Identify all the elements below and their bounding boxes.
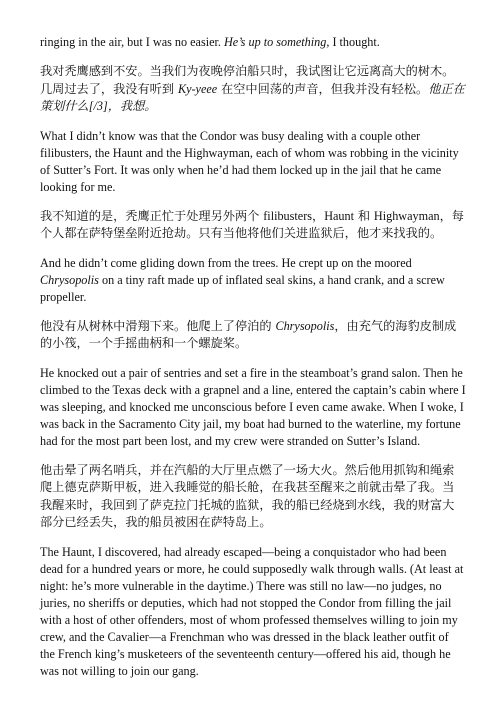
text-span: 在空中回荡的声音，但我并没有轻松。 [217,81,429,96]
paragraph-0 [40,34,466,51]
paragraph-5 [40,318,466,353]
paragraph-3 [40,208,466,243]
paragraph-1 [40,63,466,116]
italic-span: Chrysopolis [40,272,99,287]
text-span: ringing in the air, but I was no easier. [40,35,224,49]
text-span: ， [312,208,325,223]
text-span: ，由充气的海豹皮制成的小筏，一个手摇曲柄和一个螺旋桨。 [40,318,457,350]
text-span: The Haunt, I discovered, had already escaped—being a conquistador who had been dead for a hundred years or more, he could supposedly walk through walls. (At least at night: he’s more vulnerable in the daytime.) There was still no law—no judges, no juries, no sheriffs or deputies, which had not stopped the Condor from filling the jail with a host of other offenders, most of whom professed themselves willing to join my crew, and the Cavalier—a Frenchman who was dressed in the black leather outfit of the French king’s musketeers of the seventeenth century—offered his aid, though he was not willing to join our gang. [40,544,464,678]
paragraph-2 [40,128,466,196]
paragraph-4 [40,255,466,306]
text-span: He knocked out a pair of sentries and set a fire in the steamboat’s grand salon. Then he climbed to the Texas deck with a grapnel and a line, entered the captain’s cabin where I was sleeping, and knocked me unconscious before I even came awake. When I woke, I was back in the Sacramento City jail, my boat had burned to the waterline, my fortune had for the most part been lost, and my crew were stranded on Sutter’s Island. [40,365,466,448]
text-span: filibusters [263,208,312,223]
text-span: 我不知道的是，秃鹰正忙于处理另外两个 [40,208,264,223]
text-span: Highwayman [373,208,440,223]
text-span: And he didn’t come gliding down from the trees. He crept up on the moored [40,255,412,270]
text-span: I thought. [329,35,380,49]
text-span: on a tiny raft made up of inflated seal skins, a hand crank, and a screw propeller. [40,272,445,304]
paragraph-6 [40,365,466,450]
page-body [40,34,466,692]
italic-span: [/3] [88,99,108,113]
italic-span: 他正在策划什么 [40,81,465,113]
text-span: What I didn’t know was that the Condor was busy dealing with a couple other filibusters, the Haunt and the Highwayman, each of whom was robbing in the vicinity of Sutter’s Fort. It was only when he’d had them locked up in the jail that he came looking for me. [40,128,459,194]
text-span: 他没有从树林中滑翔下来。他爬上了停泊的 [40,318,276,333]
italic-span: Ky-yeee [177,81,218,96]
text-span: 我对秃鹰感到不安。当我们为夜晚停泊船只时，我试图让它远离高大的树木。几周过去了，我没有听到 [40,64,455,96]
italic-span: Chrysopolis [275,318,335,333]
paragraph-7 [40,462,466,532]
paragraph-8 [40,544,466,680]
italic-span: He’s up to something, [223,35,330,49]
text-span: Haunt [324,208,354,223]
text-span: ，每个人都在萨特堡垒附近抢劫。只有当他将他们关进监狱后，他才来找我的。 [40,208,464,240]
italic-span: ， [107,99,120,113]
text-span: 和 [353,208,374,223]
text-span: 他击晕了两名哨兵，并在汽船的大厅里点燃了一场大火。然后他用抓钩和绳索爬上德克萨斯甲板，进入我睡觉的船长舱，在我甚至醒来之前就击晕了我。当我醒来时，我回到了萨克拉门托城的监狱，我的船已经烧到水线，我的财富大部分已经丢失，我的船员被困在萨特岛上。 [40,462,455,529]
italic-span: 我想。 [119,99,157,113]
